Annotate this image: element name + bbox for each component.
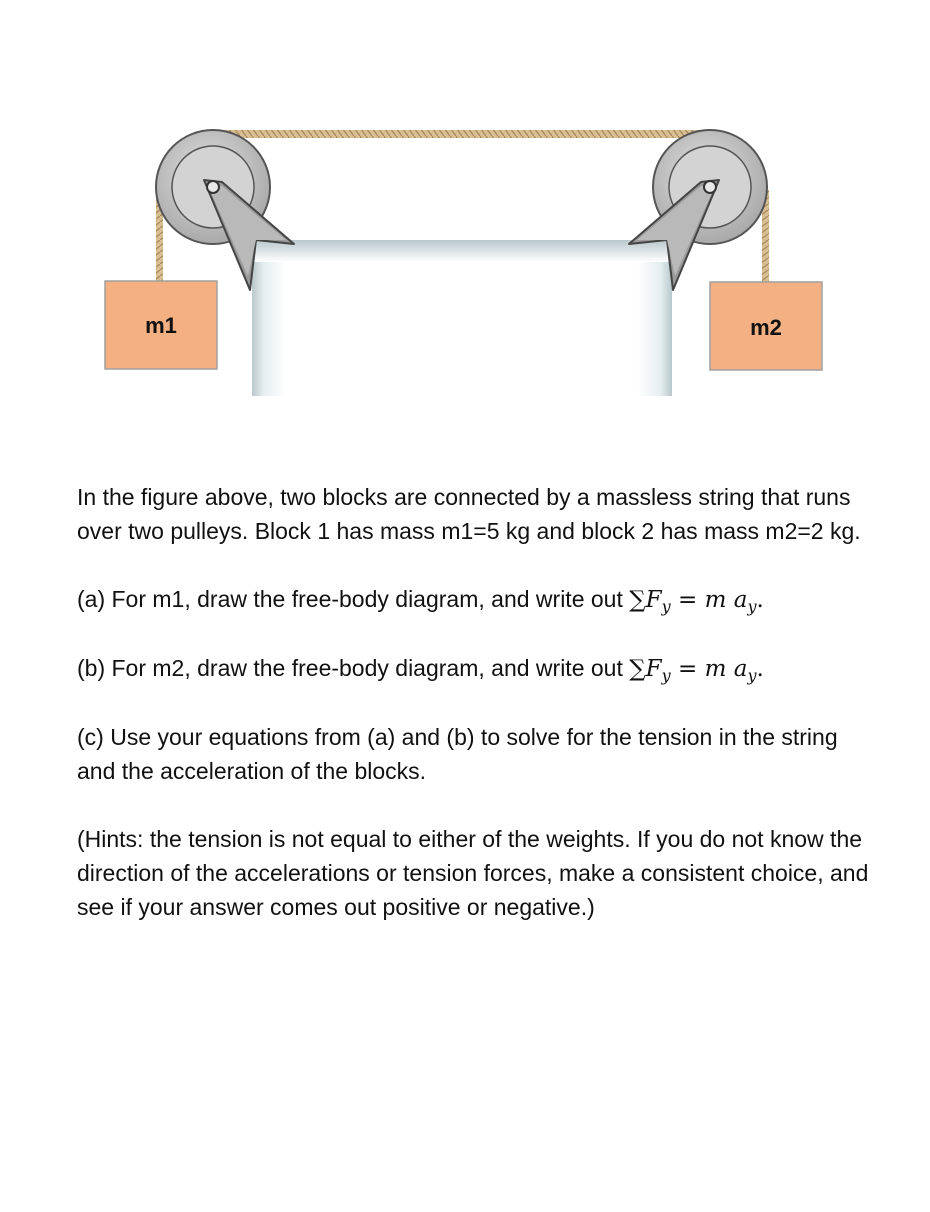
table [252, 240, 672, 396]
pulley-system-figure [0, 0, 930, 420]
hints-paragraph: (Hints: the tension is not equal to either of the weights. If you do not know the direction of the accelerations or tension forces, make a consistent choice, and see if your answer comes out positive or negative.) [77, 826, 869, 920]
block-m2 [710, 282, 822, 370]
part-b-equation: $\sum F_y = m$ $a_y$. [629, 656, 764, 685]
problem-text [77, 480, 877, 958]
intro-paragraph: In the figure above, two blocks are connected by a massless string that runs over two pulleys. Block 1 has mass m1=5 kg and block 2 has mass m2=2 kg. [77, 484, 861, 544]
block-m1 [105, 281, 217, 369]
rope-top [213, 130, 711, 138]
part-b-text: (b) For m2, draw the free-body diagram, and write out [77, 655, 623, 681]
part-a-equation: $\sum F_y = m$ $a_y$. [629, 587, 764, 616]
block-m2-label: m2 [750, 315, 782, 340]
part-a-text: (a) For m1, draw the free-body diagram, and write out [77, 586, 623, 612]
part-b [77, 651, 877, 686]
block-m1-label: m1 [145, 313, 177, 338]
part-a [77, 582, 877, 617]
part-c: (c) Use your equations from (a) and (b) to solve for the tension in the string and the acceleration of the blocks. [77, 724, 838, 784]
